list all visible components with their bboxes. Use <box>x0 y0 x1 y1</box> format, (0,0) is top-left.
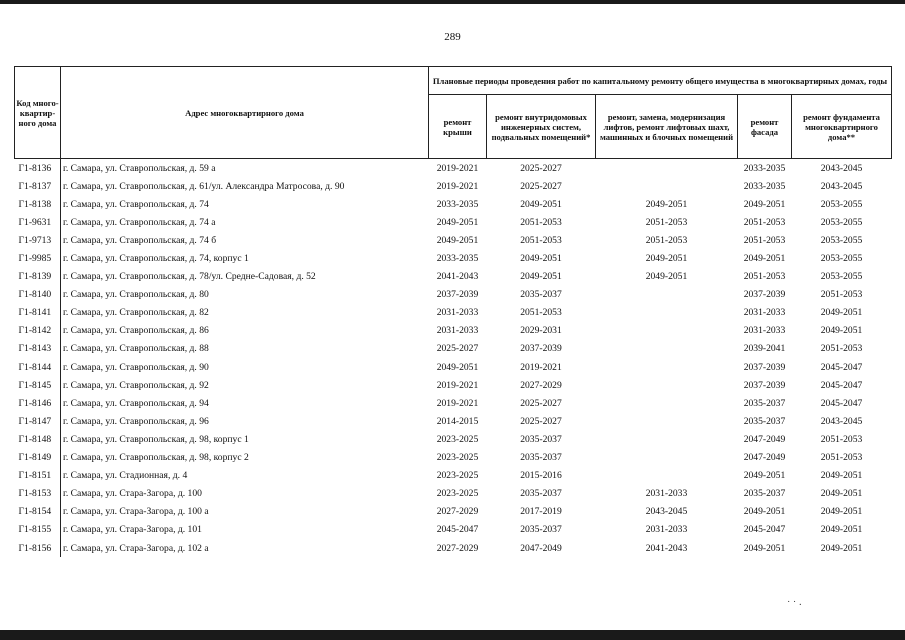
cell-facade: 2037-2039 <box>743 361 786 373</box>
cell-address: г. Самара, ул. Ставропольская, д. 86 <box>63 325 209 337</box>
table-row <box>15 177 892 195</box>
table-row <box>15 213 892 231</box>
header-foundation: ремонт фундамента многоквартирного дома** <box>792 95 892 159</box>
table-row <box>15 394 892 412</box>
cell-address: г. Самара, ул. Ставропольская, д. 88 <box>63 343 209 355</box>
cell-engineering: 2035-2037 <box>520 433 562 445</box>
table-row <box>15 249 892 267</box>
cell-engineering: 2025-2027 <box>520 162 562 174</box>
cell-facade: 2049-2051 <box>743 470 786 482</box>
cell-facade: 2047-2049 <box>743 433 786 445</box>
cell-address: г. Самара, ул. Ставропольская, д. 74 а <box>63 216 216 228</box>
header-engineering: ремонт внутридомовых инженерных систем, подвальных помещений* <box>487 95 596 159</box>
table-row <box>15 521 892 539</box>
cell-address: г. Самара, ул. Ставропольская, д. 59 а <box>63 162 216 174</box>
header-facade: ремонт фасада <box>738 95 792 159</box>
cell-foundation: 2053-2055 <box>820 253 863 265</box>
cell-engineering: 2035-2037 <box>520 289 562 301</box>
cell-roof: 2023-2025 <box>436 470 479 482</box>
cell-code: Г1-8146 <box>15 394 61 412</box>
cell-facade: 2035-2037 <box>743 415 786 427</box>
cell-elevators <box>596 159 738 178</box>
cell-facade: 2047-2049 <box>743 452 786 464</box>
table-row <box>15 159 892 178</box>
cell-code: Г1-8145 <box>15 376 61 394</box>
table-row <box>15 376 892 394</box>
cell-roof: 2027-2029 <box>436 506 479 518</box>
cell-engineering: 2049-2051 <box>520 271 562 283</box>
cell-engineering: 2025-2027 <box>520 397 562 409</box>
cell-roof: 2019-2021 <box>436 397 479 409</box>
cell-code: Г1-9985 <box>15 249 61 267</box>
cell-foundation: 2045-2047 <box>820 397 863 409</box>
cell-foundation: 2053-2055 <box>820 216 863 228</box>
scan-top-border <box>0 0 905 4</box>
cell-roof: 2023-2025 <box>436 433 479 445</box>
cell-code: Г1-8141 <box>15 304 61 322</box>
cell-address: г. Самара, ул. Ставропольская, д. 98, корпус 2 <box>63 452 249 464</box>
cell-elevators: 2049-2051 <box>645 271 688 283</box>
cell-foundation: 2053-2055 <box>820 271 863 283</box>
table-row <box>15 485 892 503</box>
cell-roof: 2027-2029 <box>436 542 479 554</box>
cell-foundation: 2049-2051 <box>820 524 863 536</box>
cell-code: Г1-8138 <box>15 195 61 213</box>
scan-speck: ˙ ˙ · <box>787 600 802 611</box>
cell-engineering: 2035-2037 <box>520 452 562 464</box>
cell-code: Г1-8156 <box>15 539 61 557</box>
cell-elevators <box>596 358 738 376</box>
cell-code: Г1-8137 <box>15 177 61 195</box>
cell-foundation: 2051-2053 <box>820 452 863 464</box>
cell-code: Г1-8154 <box>15 503 61 521</box>
cell-code: Г1-8151 <box>15 467 61 485</box>
cell-address: г. Самара, ул. Ставропольская, д. 74 <box>63 198 209 210</box>
cell-roof: 2023-2025 <box>436 488 479 500</box>
cell-address: г. Самара, ул. Ставропольская, д. 98, корпус 1 <box>63 433 249 445</box>
cell-elevators <box>596 467 738 485</box>
cell-code: Г1-8139 <box>15 268 61 286</box>
table-row <box>15 503 892 521</box>
cell-foundation: 2045-2047 <box>820 379 863 391</box>
cell-roof: 2037-2039 <box>436 289 479 301</box>
cell-roof: 2014-2015 <box>436 415 479 427</box>
cell-elevators <box>596 177 738 195</box>
cell-foundation: 2051-2053 <box>820 433 863 445</box>
cell-engineering: 2019-2021 <box>520 361 562 373</box>
cell-elevators: 2041-2043 <box>645 542 688 554</box>
cell-engineering: 2035-2037 <box>520 524 562 536</box>
cell-facade: 2033-2035 <box>743 180 786 192</box>
cell-engineering: 2015-2016 <box>520 470 562 482</box>
cell-engineering: 2029-2031 <box>520 325 562 337</box>
cell-code: Г1-8149 <box>15 449 61 467</box>
cell-facade: 2049-2051 <box>743 542 786 554</box>
cell-code: Г1-8142 <box>15 322 61 340</box>
cell-address: г. Самара, ул. Ставропольская, д. 74 б <box>63 234 217 246</box>
repair-schedule-table <box>14 66 892 557</box>
cell-elevators <box>596 449 738 467</box>
cell-foundation: 2045-2047 <box>820 361 863 373</box>
cell-foundation: 2049-2051 <box>820 325 863 337</box>
cell-code: Г1-8140 <box>15 286 61 304</box>
cell-elevators: 2031-2033 <box>645 488 688 500</box>
cell-facade: 2033-2035 <box>743 162 786 174</box>
cell-elevators <box>596 322 738 340</box>
cell-engineering: 2051-2053 <box>520 234 562 246</box>
table-row <box>15 358 892 376</box>
cell-roof: 2031-2033 <box>436 325 479 337</box>
cell-address: г. Самара, ул. Ставропольская, д. 74, корпус 1 <box>63 253 249 265</box>
cell-engineering: 2051-2053 <box>520 307 562 319</box>
cell-elevators: 2049-2051 <box>645 198 688 210</box>
cell-address: г. Самара, ул. Стара-Загора, д. 100 а <box>63 506 209 518</box>
cell-elevators: 2051-2053 <box>645 234 688 246</box>
page-number: 289 <box>444 31 461 43</box>
cell-foundation: 2049-2051 <box>820 542 863 554</box>
cell-elevators: 2031-2033 <box>645 524 688 536</box>
cell-facade: 2037-2039 <box>743 379 786 391</box>
table-row <box>15 467 892 485</box>
cell-foundation: 2053-2055 <box>820 234 863 246</box>
cell-address: г. Самара, ул. Стадионная, д. 4 <box>63 470 188 482</box>
cell-code: Г1-8143 <box>15 340 61 358</box>
cell-engineering: 2035-2037 <box>520 488 562 500</box>
cell-engineering: 2025-2027 <box>520 180 562 192</box>
table-row <box>15 231 892 249</box>
cell-elevators <box>596 376 738 394</box>
table-row <box>15 322 892 340</box>
cell-address: г. Самара, ул. Ставропольская, д. 78/ул. Средне-Садовая, д. 52 <box>63 271 316 283</box>
cell-roof: 2025-2027 <box>436 343 479 355</box>
cell-address: г. Самара, ул. Стара-Загора, д. 101 <box>63 524 202 536</box>
cell-address: г. Самара, ул. Ставропольская, д. 82 <box>63 307 209 319</box>
table-body <box>15 159 892 558</box>
cell-foundation: 2043-2045 <box>820 415 863 427</box>
cell-roof: 2033-2035 <box>436 198 479 210</box>
table-row <box>15 412 892 430</box>
cell-foundation: 2043-2045 <box>820 162 863 174</box>
cell-roof: 2033-2035 <box>436 253 479 265</box>
cell-elevators <box>596 412 738 430</box>
cell-foundation: 2049-2051 <box>820 506 863 518</box>
cell-roof: 2019-2021 <box>436 162 479 174</box>
cell-engineering: 2037-2039 <box>520 343 562 355</box>
cell-elevators <box>596 430 738 448</box>
table-row <box>15 449 892 467</box>
header-address: Адрес многоквартирного дома <box>61 67 429 159</box>
cell-address: г. Самара, ул. Ставропольская, д. 61/ул. Александра Матросова, д. 90 <box>63 180 345 192</box>
table-row <box>15 268 892 286</box>
cell-elevators <box>596 394 738 412</box>
header-elevators: ремонт, замена, модернизация лифтов, ремонт лифтовых шахт, машинных и блочных помещений <box>596 95 738 159</box>
table-row <box>15 286 892 304</box>
table-row <box>15 430 892 448</box>
cell-engineering: 2049-2051 <box>520 253 562 265</box>
cell-code: Г1-9631 <box>15 213 61 231</box>
header-code: Код много-квартир-ного дома <box>15 67 61 159</box>
cell-code: Г1-8155 <box>15 521 61 539</box>
cell-address: г. Самара, ул. Ставропольская, д. 92 <box>63 379 209 391</box>
cell-code: Г1-8136 <box>15 159 61 178</box>
header-roof: ремонт крыши <box>429 95 487 159</box>
table-row <box>15 195 892 213</box>
cell-address: г. Самара, ул. Стара-Загора, д. 100 <box>63 488 202 500</box>
cell-code: Г1-8148 <box>15 430 61 448</box>
cell-address: г. Самара, ул. Ставропольская, д. 80 <box>63 289 209 301</box>
cell-facade: 2037-2039 <box>743 289 786 301</box>
cell-facade: 2039-2041 <box>743 343 786 355</box>
cell-engineering: 2017-2019 <box>520 506 562 518</box>
cell-elevators: 2043-2045 <box>645 506 688 518</box>
cell-roof: 2049-2051 <box>436 216 479 228</box>
cell-roof: 2049-2051 <box>436 234 479 246</box>
cell-address: г. Самара, ул. Стара-Загора, д. 102 а <box>63 542 209 554</box>
header-planned-periods: Плановые периоды проведения работ по капитальному ремонту общего имущества в многоквартирных домах, годы <box>429 67 892 95</box>
cell-engineering: 2049-2051 <box>520 198 562 210</box>
scan-bottom-border <box>0 630 905 640</box>
cell-engineering: 2025-2027 <box>520 415 562 427</box>
table-row <box>15 304 892 322</box>
cell-elevators: 2051-2053 <box>645 216 688 228</box>
cell-code: Г1-8147 <box>15 412 61 430</box>
cell-roof: 2041-2043 <box>436 271 479 283</box>
cell-code: Г1-9713 <box>15 231 61 249</box>
cell-foundation: 2049-2051 <box>820 470 863 482</box>
cell-foundation: 2049-2051 <box>820 488 863 500</box>
cell-facade: 2049-2051 <box>743 198 786 210</box>
cell-code: Г1-8153 <box>15 485 61 503</box>
cell-facade: 2051-2053 <box>743 234 786 246</box>
cell-facade: 2049-2051 <box>743 253 786 265</box>
cell-facade: 2049-2051 <box>743 506 786 518</box>
cell-address: г. Самара, ул. Ставропольская, д. 94 <box>63 397 209 409</box>
cell-roof: 2049-2051 <box>436 361 479 373</box>
cell-engineering: 2047-2049 <box>520 542 562 554</box>
cell-facade: 2031-2033 <box>743 325 786 337</box>
cell-engineering: 2051-2053 <box>520 216 562 228</box>
cell-facade: 2035-2037 <box>743 488 786 500</box>
cell-foundation: 2051-2053 <box>820 289 863 301</box>
cell-address: г. Самара, ул. Ставропольская, д. 90 <box>63 361 209 373</box>
cell-elevators <box>596 286 738 304</box>
cell-engineering: 2027-2029 <box>520 379 562 391</box>
cell-roof: 2023-2025 <box>436 452 479 464</box>
table-row <box>15 539 892 557</box>
cell-roof: 2019-2021 <box>436 180 479 192</box>
cell-code: Г1-8144 <box>15 358 61 376</box>
cell-foundation: 2051-2053 <box>820 343 863 355</box>
cell-elevators <box>596 340 738 358</box>
cell-foundation: 2043-2045 <box>820 180 863 192</box>
cell-roof: 2019-2021 <box>436 379 479 391</box>
cell-facade: 2051-2053 <box>743 271 786 283</box>
cell-facade: 2031-2033 <box>743 307 786 319</box>
cell-facade: 2035-2037 <box>743 397 786 409</box>
cell-elevators <box>596 304 738 322</box>
cell-roof: 2031-2033 <box>436 307 479 319</box>
cell-facade: 2045-2047 <box>743 524 786 536</box>
cell-foundation: 2049-2051 <box>820 307 863 319</box>
cell-facade: 2051-2053 <box>743 216 786 228</box>
cell-foundation: 2053-2055 <box>820 198 863 210</box>
cell-address: г. Самара, ул. Ставропольская, д. 96 <box>63 415 209 427</box>
cell-roof: 2045-2047 <box>436 524 479 536</box>
table-row <box>15 340 892 358</box>
cell-elevators: 2049-2051 <box>645 253 688 265</box>
